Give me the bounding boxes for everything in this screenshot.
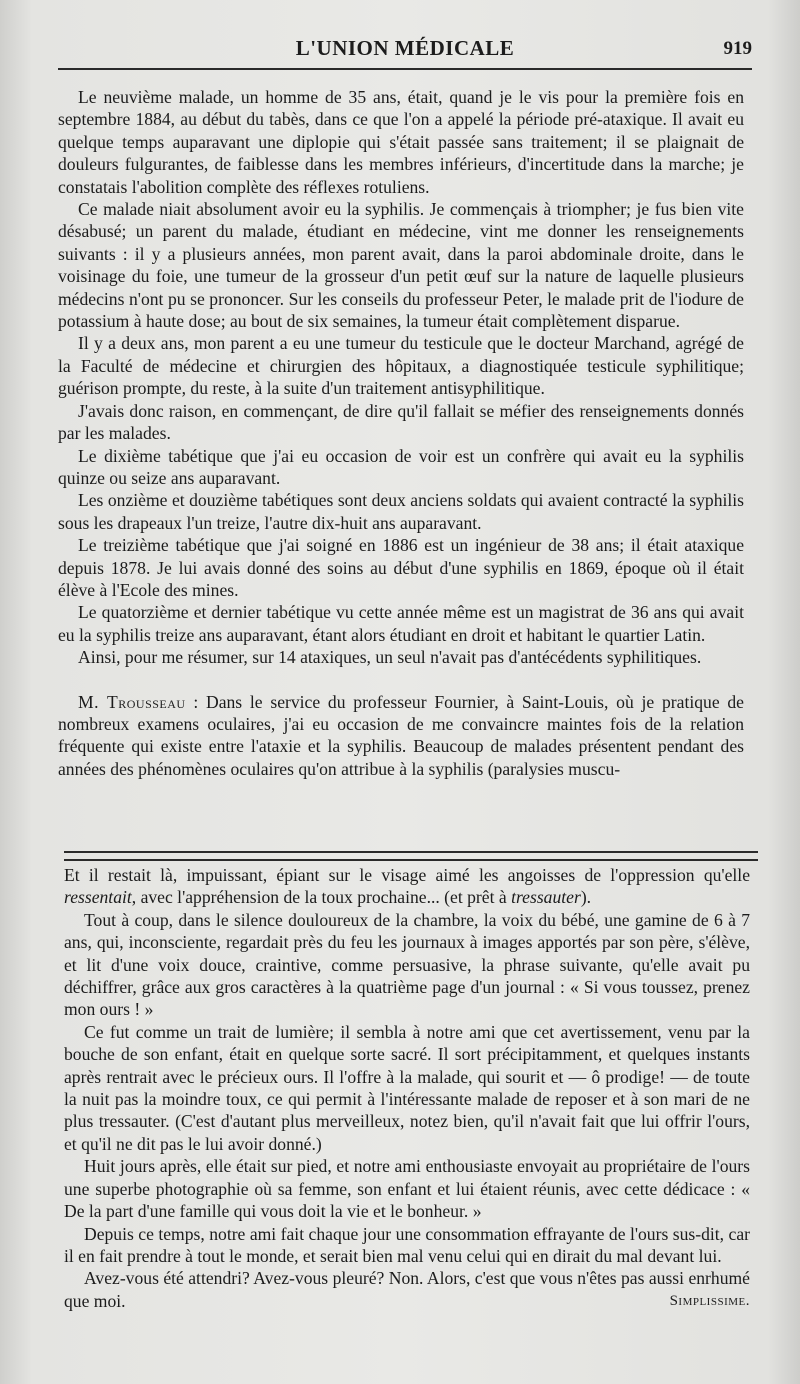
header-rule: [58, 68, 752, 70]
feuilleton-italic: ressentait: [64, 887, 132, 908]
feuilleton-text: Avez-vous été attendri? Avez-vous pleuré? Non. Alors, c'est que vous n'êtes pas aussi enrhumé que moi.: [64, 1268, 750, 1311]
feuilleton-paragraph: [64, 1267, 750, 1312]
article-paragraph: Le quatorzième et dernier tabétique vu cette année même est un magistrat de 36 ans qui avait eu la syphilis treize ans auparavant, étant alors étudiant en droit et habitant le quartier Latin.: [58, 602, 744, 645]
article-paragraph: Le treizième tabétique que j'ai soigné en 1886 est un ingénieur de 38 ans; il était ataxique depuis 1878. Je lui avais donné des soins au début d'une syphilis en 1869, époque où il était élève à l'Ecole des mines.: [58, 535, 744, 600]
article-body: [58, 86, 744, 780]
journal-title: L'UNION MÉDICALE: [295, 36, 515, 60]
feuilleton-paragraph: [64, 864, 750, 909]
feuilleton-section: [64, 864, 750, 1312]
article-paragraph: J'avais donc raison, en commençant, de dire qu'il fallait se méfier des renseignements donnés par les malades.: [58, 400, 744, 444]
article-paragraph: Ainsi, pour me résumer, sur 14 ataxiques, un seul n'avait pas d'antécédents syphilitiques.: [78, 647, 702, 668]
article-paragraph: Les onzième et douzième tabétiques sont deux anciens soldats qui avaient contracté la syphilis sous les drapeaux l'un treize, l'autre dix-huit ans auparavant.: [58, 490, 744, 533]
article-paragraph: Il y a deux ans, mon parent a eu une tumeur du testicule que le docteur Marchand, agrégé de la Faculté de médecine et chirurgien des hôpitaux, a diagnostiquée testicule syphilitique; guérison prompte, du reste, à la suite d'un traitement antisyphilitique.: [58, 333, 744, 399]
article-paragraph: Le neuvième malade, un homme de 35 ans, était, quand je le vis pour la première fois en septembre 1884, au début du tabès, dans ce que l'on a appelé la période pré-ataxique. Il avait eu quelque temps auparavant une diplopie qui s'était passée sans traitement; il se plaignait de douleurs fulgurantes, de faiblesse dans les membres inférieurs, d'incertitude dans la marche; je constatais l'abolition complète des réflexes rotuliens.: [58, 87, 744, 197]
feuilleton-divider: [64, 851, 758, 861]
author-signature: Simplissime.: [669, 1292, 750, 1309]
speaker-text: : Dans le service du professeur Fournier, à Saint-Louis, où je pratique de nombreux examens oculaires, j'ai eu occasion de me convaincre maintes fois de la relation fréquente qui existe entre l'ataxie et la syphilis. Beaucoup de malades présentent pendant des années des phénomènes oculaires qu'on attribue à la syphilis (paralysies muscu-: [58, 691, 744, 779]
article-paragraph: Le dixième tabétique que j'ai eu occasion de voir est un confrère qui avait eu la syphilis quinze ou seize ans auparavant.: [58, 445, 744, 488]
feuilleton-text: Et il restait là, impuissant, épiant sur le visage aimé les angoisses de l'oppression qu'elle: [64, 865, 750, 885]
page-header: [58, 34, 752, 64]
speaker-name: M. Trousseau: [78, 691, 186, 712]
feuilleton-paragraph: Ce fut comme un trait de lumière; il sembla à notre ami que cet avertissement, venu par la bouche de son enfant, était en quelque sorte sacré. Il sort précipitamment, et quelques instants après rentrait avec le précieux ours. Il l'offre à la malade, qui sourit et — ô prodige! — de toute la nuit pas la moindre toux, ce qui permit à l'intéressante malade de reposer et à son mari de ne plus tressauter. (C'est d'autant plus merveilleux, notez bien, qu'il n'avait fait que lui offrir l'ours, et qu'il ne dit pas le lui avoir donné.): [64, 1021, 750, 1154]
feuilleton-text: ).: [580, 887, 592, 908]
feuilleton-paragraph: Tout à coup, dans le silence douloureux de la chambre, la voix du bébé, une gamine de 6 à 7 ans, qui, inconsciente, regardait près du feu les journaux à images apportés par son père, s'élève, et lit d'une voix douce, craintive, comme persuasive, la phrase suivante, qu'elle avait pu déchiffrer, grâce aux gros caractères à la quatrième page d'un journal : « Si vous toussez, prenez mon ours ! »: [64, 909, 750, 1020]
feuilleton-italic: tressauter: [511, 887, 581, 908]
page-number: 919: [723, 38, 752, 59]
feuilleton-paragraph: Huit jours après, elle était sur pied, et notre ami enthousiaste envoyait au propriétaire de l'ours une superbe photographie où sa femme, son enfant et lui étaient réunis, avec cette dédicace : « De la part d'une famille qui vous doit la vie et le bonheur. »: [64, 1156, 750, 1222]
feuilleton-paragraph: Depuis ce temps, notre ami fait chaque jour une consommation effrayante de l'ours sus-dit, car il en fait prendre à tout le monde, et serait bien mal venu celui qui en dirait du mal devant lui.: [64, 1223, 750, 1266]
feuilleton-text: , avec l'appréhension de la toux prochaine... (et prêt à: [131, 887, 512, 908]
speaker-paragraph: [58, 691, 744, 781]
article-paragraph: Ce malade niait absolument avoir eu la syphilis. Je commençais à triompher; je fus bien vite désabusé; un parent du malade, étudiant en médecine, vint me donner les renseignements suivants : il y a plusieurs années, mon parent avait, dans la paroi abdominale droite, dans le voisinage du foie, une tumeur de la grosseur d'un petit œuf sur la nature de laquelle plusieurs médecins n'ont pu se prononcer. Sur les conseils du professeur Peter, le malade prit de l'iodure de potassium à haute dose; au bout de six semaines, la tumeur était complètement disparue.: [58, 199, 744, 332]
